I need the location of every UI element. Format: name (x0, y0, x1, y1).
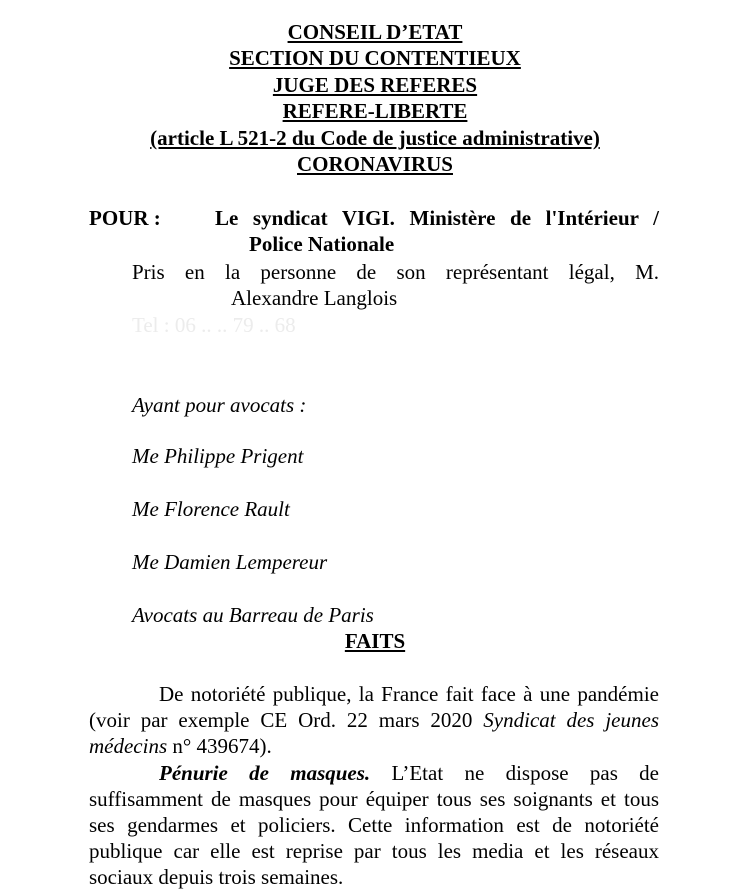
masks-heading: Pénurie de masques. (159, 761, 371, 785)
masks-text: L’Etat ne dispose pas de suffisamment de masques pour équiper tous ses soignants et tous ses gendarmes et policiers. Cette information est de notoriété publique car elle est reprise par tous les media et les réseaux sociaux depuis trois semaines. (89, 761, 659, 889)
header-coronavirus: CORONAVIRUS (297, 152, 453, 176)
representative-name: Alexandre Langlois (231, 286, 398, 310)
header-juge-referes: JUGE DES REFERES (272, 73, 478, 97)
header-section-contentieux: SECTION DU CONTENTIEUX (229, 46, 521, 70)
case-number: n° 439674). (167, 734, 272, 758)
lawyer-name: Me Florence Rault (132, 497, 290, 521)
paragraph-pandemic (89, 681, 659, 759)
lawyer-name: Me Philippe Prigent (132, 444, 304, 468)
lawyer-name: Me Damien Lempereur (132, 550, 328, 574)
paragraph-pandemic-text: De notoriété publique, la France fait face à une pandémie (voir par exemple CE Ord. 22 mars 2020 (89, 682, 659, 732)
faded-contact-line: Tel : 06 .. .. 79 .. 68 (132, 313, 296, 337)
case-name: Syndicat des jeunes médecins (89, 708, 659, 758)
party-name-line1: Le syndicat VIGI. Ministère de l'Intérieur / (215, 206, 659, 230)
header-conseil-etat: CONSEIL D’ETAT (287, 20, 463, 44)
representative-line1: Pris en la personne de son représentant légal, M. (132, 260, 659, 284)
lawyers-bar: Avocats au Barreau de Paris (132, 603, 374, 627)
header-article-reference: (article L 521-2 du Code de justice administrative) (150, 126, 600, 150)
paragraph-masks (89, 760, 659, 890)
section-title-faits: FAITS (344, 629, 406, 653)
header-refere-liberte: REFERE-LIBERTE (282, 99, 468, 123)
lawyers-intro: Ayant pour avocats : (132, 393, 307, 417)
pour-label: POUR : (89, 206, 161, 230)
party-name-line2: Police Nationale (249, 232, 395, 256)
